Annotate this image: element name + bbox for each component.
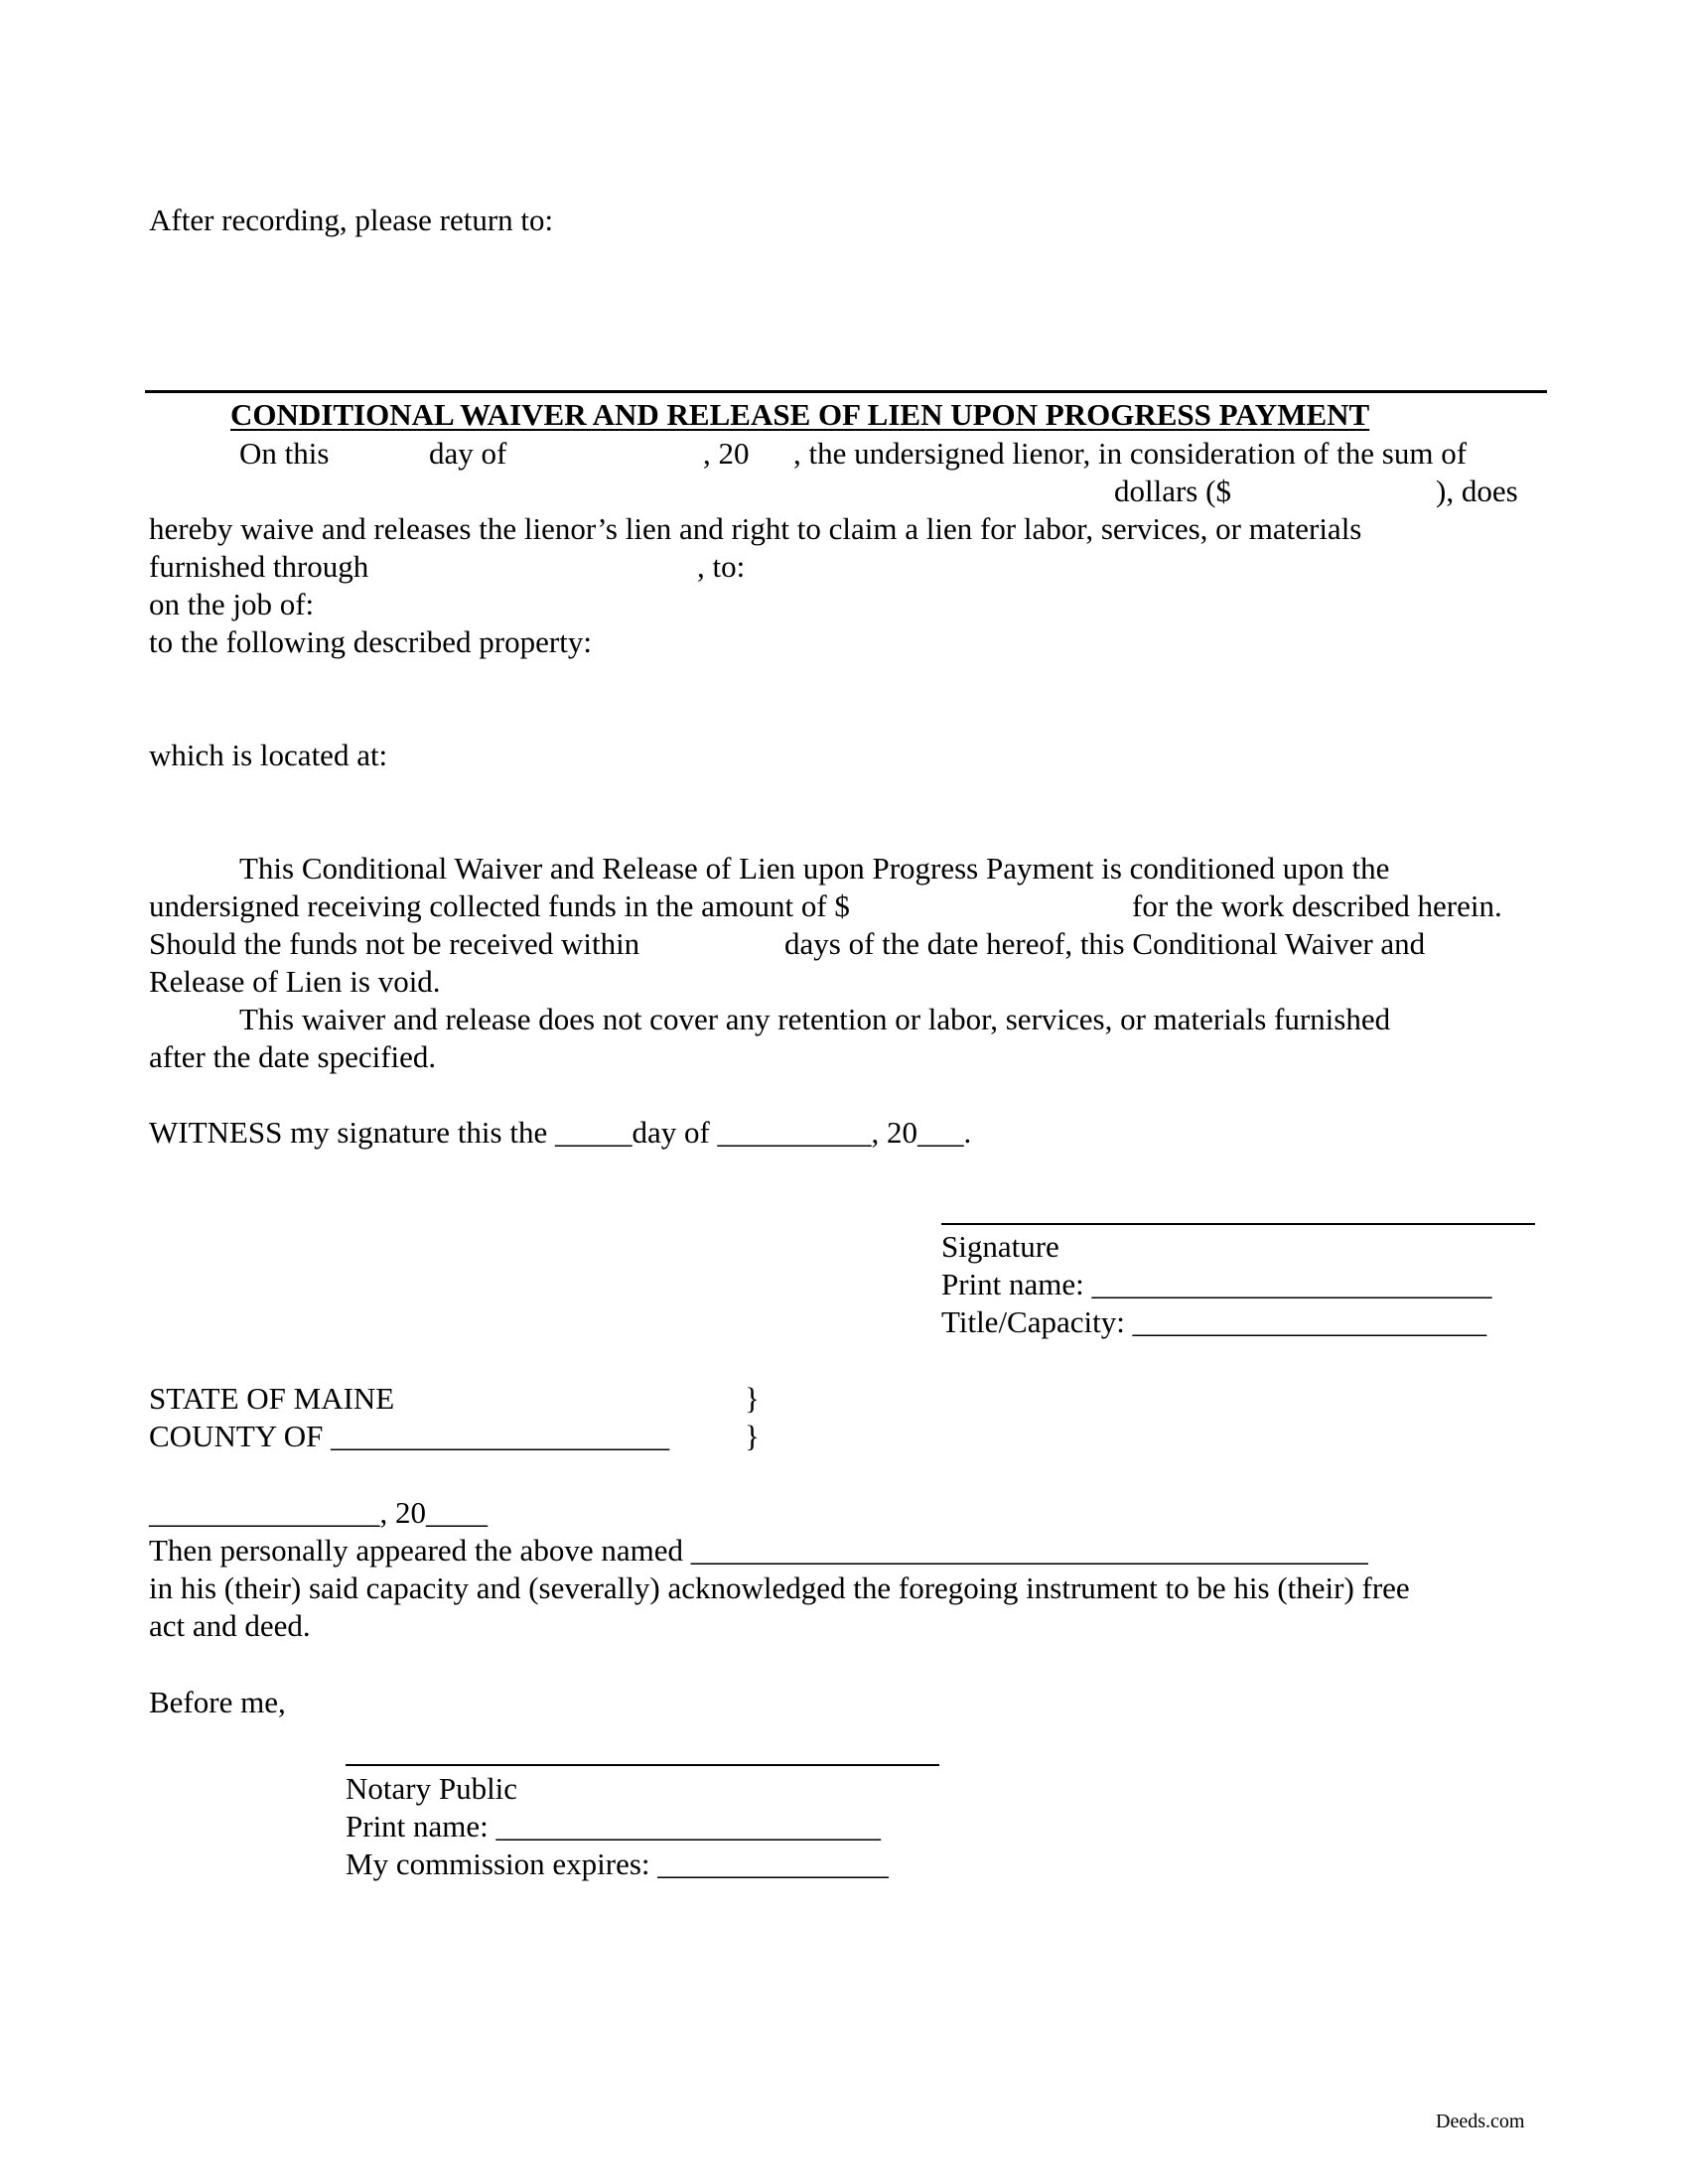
notary-print-name: Print name: _________________________ [346, 1809, 882, 1843]
signer-title-capacity: Title/Capacity: _______________________ [941, 1304, 1487, 1339]
furnished-through-text: furnished through [149, 549, 369, 584]
signature-label: Signature [941, 1229, 1059, 1264]
condition-line-2b: for the work described herein. [1132, 888, 1502, 923]
state-label: STATE OF MAINE [149, 1381, 395, 1416]
to-text: , to: [697, 549, 746, 584]
day-of-text: day of [429, 436, 507, 471]
does-text: ), does [1436, 474, 1518, 508]
year-text: , 20 [703, 436, 750, 471]
signer-print-name: Print name: __________________________ [941, 1267, 1492, 1301]
located-at-label: which is located at: [149, 738, 388, 772]
condition-line-4: Release of Lien is void. [149, 964, 441, 999]
act-and-deed-line: act and deed. [149, 1608, 311, 1643]
described-property-label: to the following described property: [149, 624, 592, 659]
venue-brace-2: } [745, 1419, 760, 1453]
on-this-text: On this [239, 436, 330, 471]
condition-line-1: This Conditional Waiver and Release of Lien upon Progress Payment is conditioned upon the [239, 851, 1390, 886]
waiver-line: hereby waive and releases the lienor’s lien and right to claim a lien for labor, services, or materials [149, 511, 1362, 546]
retention-line-2: after the date specified. [149, 1039, 437, 1074]
footer-brand: Deeds.com [1436, 2111, 1525, 2132]
condition-line-3a: Should the funds not be received within [149, 926, 640, 961]
job-of-label: on the job of: [149, 587, 315, 621]
notary-signature-line [346, 1764, 939, 1766]
before-me-label: Before me, [149, 1685, 286, 1719]
return-to-label: After recording, please return to: [149, 203, 554, 237]
header-divider [145, 390, 1547, 393]
appeared-line: Then personally appeared the above named ____________________________________________ [149, 1533, 1368, 1568]
condition-line-3b: days of the date hereof, this Conditional Waiver and [784, 926, 1426, 961]
venue-brace-1: } [745, 1381, 760, 1416]
county-label: COUNTY OF ______________________ [149, 1419, 670, 1453]
witness-line: WITNESS my signature this the _____day of __________, 20___. [149, 1115, 972, 1150]
signature-line [941, 1223, 1535, 1225]
acknowledgment-date: _______________, 20____ [149, 1495, 488, 1530]
acknowledged-line: in his (their) said capacity and (severally) acknowledged the foregoing instrument to be his (their) free [149, 1570, 1410, 1605]
condition-line-2a: undersigned receiving collected funds in the amount of $ [149, 888, 850, 923]
notary-public-label: Notary Public [346, 1771, 518, 1806]
retention-line-1: This waiver and release does not cover any retention or labor, services, or materials furnished [239, 1002, 1391, 1036]
commission-expires: My commission expires: _______________ [346, 1846, 889, 1881]
document-title: CONDITIONAL WAIVER AND RELEASE OF LIEN UPON PROGRESS PAYMENT [230, 397, 1370, 432]
dollars-text: dollars ($ [1114, 474, 1231, 508]
consideration-text: , the undersigned lienor, in consideration of the sum of [793, 436, 1468, 471]
